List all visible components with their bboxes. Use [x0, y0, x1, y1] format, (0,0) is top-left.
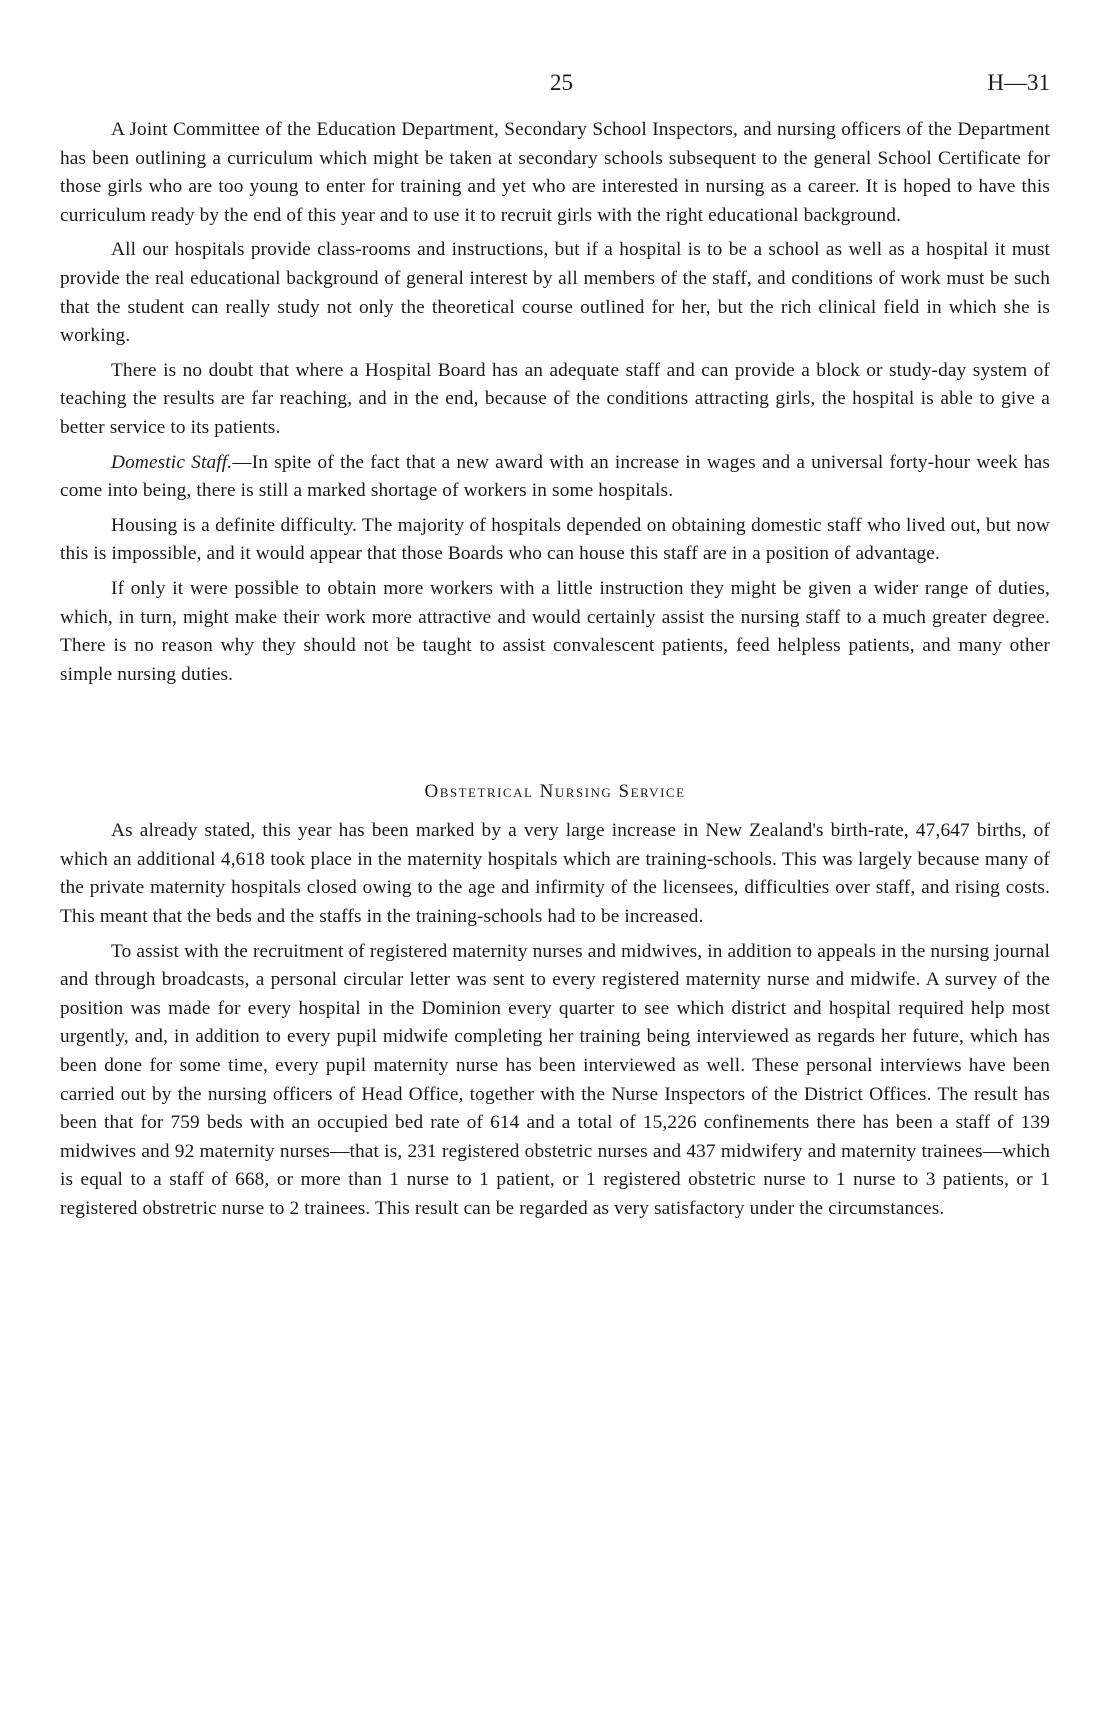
- paragraph-joint-committee: A Joint Committee of the Education Department, Secondary School Inspectors, and nursing officers of the Department has been outlining a curriculum which might be taken at secondary schools subsequent to the general School Certificate for those girls who are too young to enter for training and yet who are interested in nursing as a career. It is hoped to have this curriculum ready by the end of this year and to use it to recruit girls with the right educational background.: [60, 119, 1050, 226]
- document-page: [60, 70, 1050, 1230]
- nursing-education-section: [60, 116, 1050, 689]
- paragraph-birth-rate: As already stated, this year has been marked by a very large increase in New Zealand's birth-rate, 47,647 births, of which an additional 4,618 took place in the maternity hospitals which are training-schools. This was largely because many of the private maternity hospitals closed owing to the age and infirmity of the licensees, difficulties over staff, and rising costs. This meant that the beds and the staffs in the training-schools had to be increased.: [60, 820, 1050, 928]
- section-heading-obstetrical: Obstetrical Nursing Service: [424, 781, 686, 803]
- page-number: 25: [550, 70, 573, 95]
- paragraph-housing: Housing is a definite difficulty. The majority of hospitals depended on obtaining domestic staff who lived out, but now this is impossible, and it would appear that those Boards who can house this staff are in a position of advantage.: [60, 514, 1050, 565]
- document-reference: H—31: [987, 70, 1050, 95]
- paragraph-study-day-system: There is no doubt that where a Hospital Board has an adequate staff and can provide a block or study-day system of teaching the results are far reaching, and in the end, because of the conditions attracting girls, the hospital is able to give a better service to its patients.: [60, 359, 1050, 438]
- paragraph-recruitment: To assist with the recruitment of registered maternity nurses and midwives, in addition to appeals in the nursing journal and through broadcasts, a personal circular letter was sent to every registered maternity nurse and midwife. A survey of the position was made for every hospital in the Dominion every quarter to see which district and hospital required help most urgently, and, in addition to every pupil midwife completing her training being interviewed as regards her future, which has been done for some time, every pupil maternity nurse has been interviewed as well. These personal interviews have been carried out by the nursing officers of Head Office, together with the Nurse Inspectors of the District Offices. The result has been that for 759 beds with an occupied bed rate of 614 and a total of 15,226 confinements there has been a staff of 139 midwives and 92 maternity nurses—that is, 231 registered obstetric nurses and 437 midwifery and maternity trainees—which is equal to a staff of 668, or more than 1 nurse to 1 patient, or 1 registered obstetric nurse to 1 nurse to 3 patients, or 1 registered obstretric nurse to 2 trainees. This result can be regarded as very satisfactory under the circumstances.: [60, 940, 1050, 1219]
- obstetrical-nursing-section: [60, 817, 1050, 1223]
- domestic-staff-text: —In spite of the fact that a new award with an increase in wages and a universal forty-hour week has come into being, there is still a marked shortage of workers in some hospitals.: [60, 451, 1050, 502]
- paragraph-more-workers: If only it were possible to obtain more workers with a little instruction they might be given a wider range of duties, which, in turn, might make their work more attractive and would certainly assist the nursing staff to a much greater degree. There is no reason why they should not be taught to assist convalescent patients, feed helpless patients, and many other simple nursing duties.: [60, 577, 1050, 685]
- paragraph-domestic-staff: [60, 449, 1050, 506]
- domestic-staff-label: Domestic Staff.: [111, 451, 233, 473]
- page-header: [60, 70, 1050, 106]
- paragraph-hospital-classrooms: All our hospitals provide class-rooms and instructions, but if a hospital is to be a school as well as a hospital it must provide the real educational background of general interest by all members of the staff, and conditions of work must be such that the student can really study not only the theoretical course outlined for her, but the rich clinical field in which she is working.: [60, 239, 1050, 347]
